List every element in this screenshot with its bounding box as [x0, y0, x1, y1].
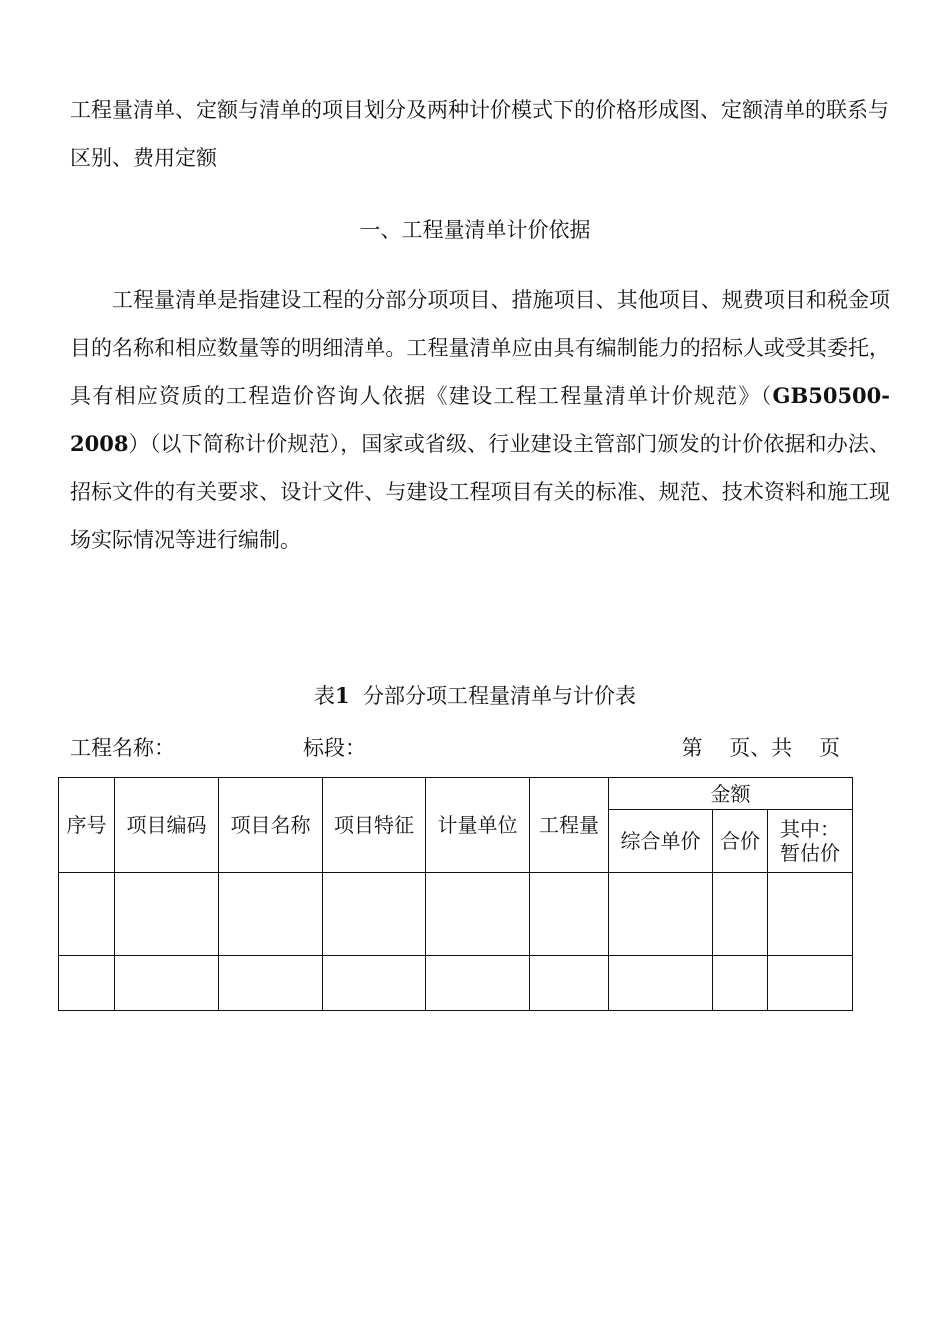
table-cell[interactable] — [59, 873, 115, 956]
caption-text: 分部分项工程量清单与计价表 — [362, 684, 636, 708]
table-cell[interactable] — [713, 956, 768, 1011]
section-label: 标段： — [303, 736, 366, 760]
table-cell[interactable] — [115, 873, 219, 956]
table-header-row — [59, 778, 853, 810]
table-cell[interactable] — [609, 956, 713, 1011]
header-seq: 序号 — [59, 778, 115, 873]
table-cell[interactable] — [59, 956, 115, 1011]
page-label: 第 页、共 页 — [681, 736, 840, 760]
body-text-part-2: ）（以下简称计价规范），国家或省级、行业建设主管部门颁发的计价依据和办法、招标文件的有关要求、设计文件、与建设工程项目有关的标准、规范、技术资料和施工现场实际情况等进行编制。 — [70, 432, 890, 552]
table-cell[interactable] — [713, 873, 768, 956]
project-name-label: 工程名称： — [70, 736, 175, 760]
table-cell[interactable] — [323, 873, 426, 956]
table-cell[interactable] — [530, 956, 609, 1011]
header-unit-price: 综合单价 — [609, 810, 713, 873]
document-title: 工程量清单、定额与清单的项目划分及两种计价模式下的价格形成图、定额清单的联系与区别、费用定额 — [70, 98, 889, 170]
header-total: 合价 — [713, 810, 768, 873]
table-cell[interactable] — [609, 873, 713, 956]
table-cell[interactable] — [530, 873, 609, 956]
header-quantity: 工程量 — [530, 778, 609, 873]
standard-code: GB50500-2008 — [70, 383, 890, 456]
table-row — [59, 873, 853, 956]
header-name: 项目名称 — [219, 778, 323, 873]
table-row — [59, 956, 853, 1011]
header-provisional-price: 暂估价 — [780, 841, 841, 865]
table-cell[interactable] — [323, 956, 426, 1011]
table-caption — [0, 676, 950, 716]
table-cell[interactable] — [768, 956, 853, 1011]
caption-prefix: 表 — [314, 684, 335, 708]
caption-number: 1 — [335, 683, 350, 708]
body-text-part-1: 工程量清单是指建设工程的分部分项项目、措施项目、其他项目、规费项目和税金项目的名称和相应数量等的明细清单。工程量清单应由具有编制能力的招标人或受其委托，具有相应资质的工程造价咨询人依据《建设工程工程量清单计价规范》（ — [70, 288, 890, 408]
table-cell[interactable] — [219, 956, 323, 1011]
header-feature: 项目特征 — [323, 778, 426, 873]
header-amount: 金额 — [609, 778, 853, 810]
table-cell[interactable] — [768, 873, 853, 956]
table-cell[interactable] — [426, 873, 530, 956]
header-unit: 计量单位 — [426, 778, 530, 873]
table-cell[interactable] — [115, 956, 219, 1011]
table-meta-row — [70, 728, 840, 768]
table-cell[interactable] — [219, 873, 323, 956]
body-paragraph — [70, 276, 890, 564]
header-provisional — [768, 810, 853, 873]
quota-table — [58, 777, 853, 1011]
header-code: 项目编码 — [115, 778, 219, 873]
table-cell[interactable] — [426, 956, 530, 1011]
header-of-which: 其中： — [780, 817, 841, 841]
section-heading: 一、工程量清单计价依据 — [359, 218, 591, 242]
